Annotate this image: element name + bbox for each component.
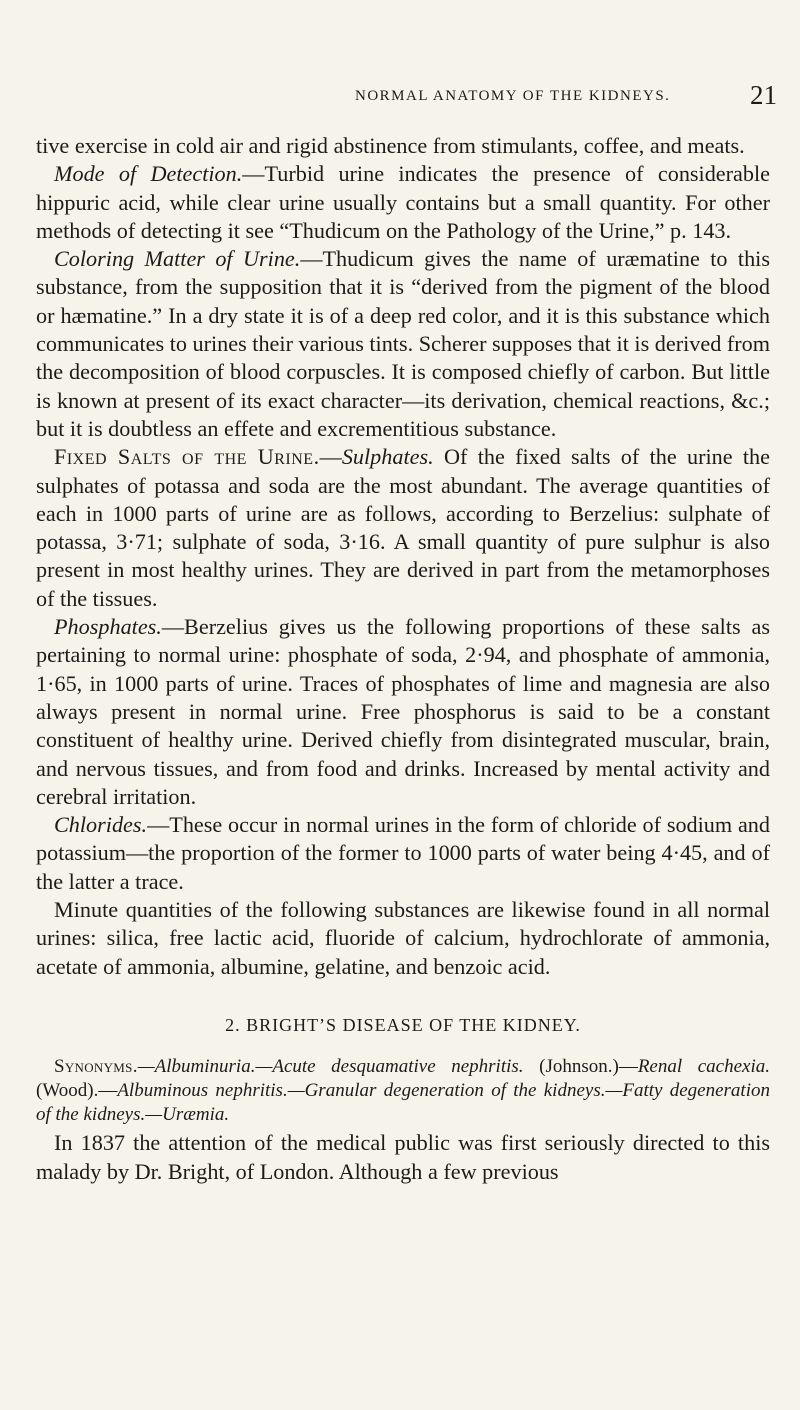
phosphates-heading: Phosphates. — [54, 614, 162, 640]
chlorides-heading: Chlorides. — [54, 812, 148, 838]
body-text — [36, 132, 770, 1186]
paragraph-bright-intro: In 1837 the attention of the medical public was first seriously directed to this malady by Dr. Bright, of London. Although a few previous — [36, 1130, 770, 1184]
paragraph-phosphates: Phosphates.—Berzelius gives us the following proportions of these salts as pertaining to normal urine: phosphate of soda, 2·94, and phosphate of ammonia, 1·65, in 1000 parts of urine. Traces of phosphates of lime and magnesia are also always present in normal urine. Free phosphorus is said to be a constant constituent of healthy urine. Derived chiefly from disintegrated muscular, brain, and nervous tissues, and from food and drinks. Increased by mental activity and cerebral irritation. — [36, 614, 770, 809]
paragraph-chlorides: Chlorides.—These occur in normal urines in the form of chloride of sodium and potassium—the proportion of the former to 1000 parts of water being 4·45, and of the latter a trace. — [36, 812, 770, 894]
paragraph-minute-quantities: Minute quantities of the following substances are likewise found in all normal urines: silica, free lactic acid, fluoride of calcium, hydrochlorate of ammonia, acetate of ammonia, albumine, gelatine, and benzoic acid. — [36, 897, 770, 979]
paragraph-coloring-matter: Coloring Matter of Urine.—Thudicum gives the name of uræmatine to this substance, from the supposition that it is “derived from the pigment of the blood or hæmatine.” In a dry state it is of a deep red color, and it is this substance which communicates to urines their various tints. Scherer supposes that it is derived from the decomposition of blood corpuscles. It is composed chiefly of carbon. But little is known at present of its exact character—its derivation, chemical reactions, &c.; but it is doubtless an effete and excrementitious substance. — [36, 246, 770, 441]
synonyms-label: Synonyms. — [54, 1056, 138, 1078]
section-title: 2. BRIGHT’S DISEASE OF THE KIDNEY. — [225, 1014, 581, 1035]
fixed-salts-heading: Fixed Salts of the Urine. — [54, 444, 320, 470]
sulphates-heading: Sulphates. — [341, 444, 434, 470]
mode-heading: Mode of Detection. — [54, 161, 243, 187]
page-number: 21 — [750, 80, 777, 110]
coloring-heading: Coloring Matter of Urine. — [54, 246, 301, 272]
paragraph-continuation: tive exercise in cold air and rigid abstinence from stimulants, coffee, and meats. — [36, 133, 745, 158]
running-title: NORMAL ANATOMY OF THE KIDNEYS. — [355, 88, 671, 104]
paragraph-mode-of-detection: Mode of Detection.—Turbid urine indicates the presence of considerable hippuric acid, while clear urine usually contains but a small quantity. For other methods of detecting it see “Thudicum on the Pathology of the Urine,” p. 143. — [36, 161, 770, 243]
synonyms-paragraph: Synonyms.—Albuminuria.—Acute desquamative nephritis. (Johnson.)—Renal cachexia. (Wood).—Albuminous nephritis.—Granular degeneration of the kidneys.—Fatty degeneration of the kidneys.—Uræmia. — [36, 1056, 770, 1126]
running-header — [0, 80, 800, 120]
paragraph-fixed-salts: Fixed Salts of the Urine.—Sulphates. Of the fixed salts of the urine the sulphates of potassa and soda are the most abundant. The average quantities of each in 1000 parts of urine are as follows, according to Berzelius: sulphate of potassa, 3·71; sulphate of soda, 3·16. A small quantity of pure sulphur is also present in most healthy urines. They are derived in part from the metamorphoses of the tissues. — [36, 444, 771, 611]
